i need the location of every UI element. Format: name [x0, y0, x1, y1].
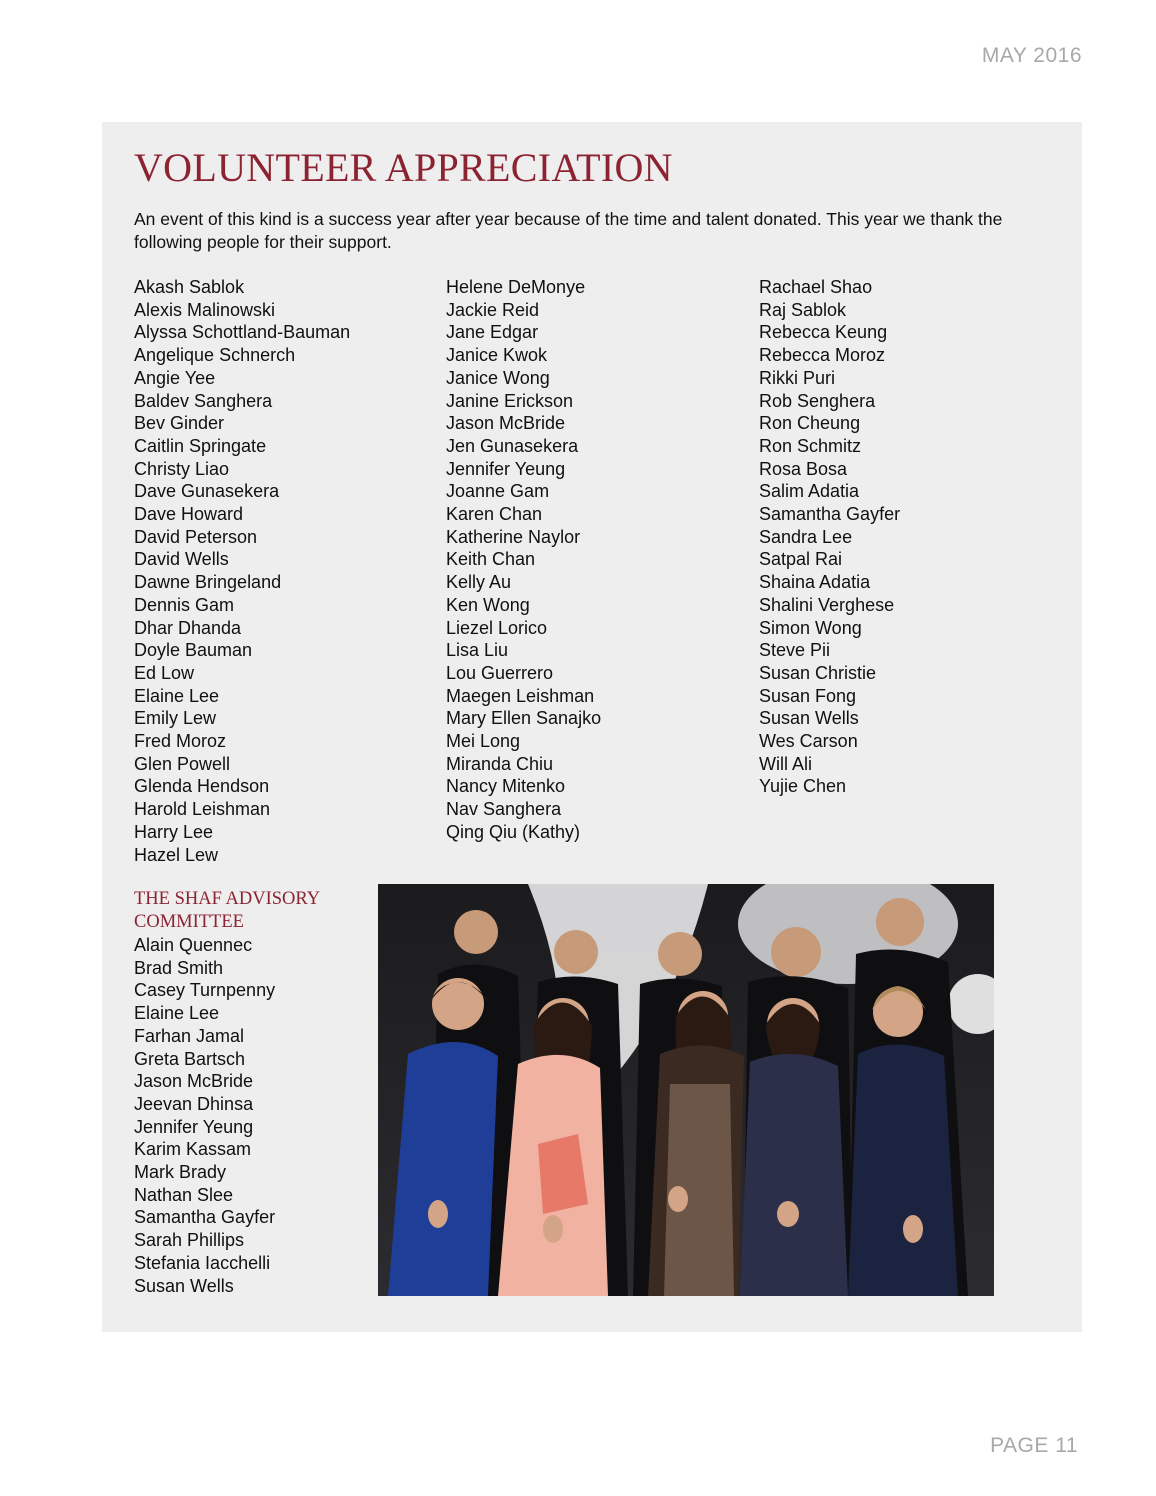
volunteer-name: Will Ali	[759, 753, 812, 774]
issue-date: MAY 2016	[981, 44, 1082, 67]
advisory-committee	[134, 888, 374, 1297]
volunteer-name: Caitlin Springate	[134, 435, 267, 456]
committee-member-name: Elaine Lee	[134, 1003, 220, 1024]
volunteer-name: Hazel Lew	[134, 844, 219, 865]
volunteer-name: Karen Chan	[446, 504, 543, 525]
volunteer-list-column-3	[759, 276, 900, 798]
committee-member-list	[134, 934, 374, 1297]
volunteer-appreciation-panel	[102, 122, 1082, 1332]
volunteer-name: Dave Gunasekera	[134, 481, 280, 502]
volunteer-name: Mei Long	[446, 731, 521, 752]
volunteer-name: Satpal Rai	[759, 549, 843, 570]
volunteer-name: Lisa Liu	[446, 640, 509, 661]
volunteer-name: Shalini Verghese	[759, 594, 895, 615]
volunteer-name: Rosa Bosa	[759, 458, 848, 479]
volunteer-name: Miranda Chiu	[446, 753, 554, 774]
volunteer-name: Nancy Mitenko	[446, 776, 566, 797]
committee-member-name: Susan Wells	[134, 1275, 234, 1296]
volunteer-name: Raj Sablok	[759, 299, 847, 320]
volunteer-name: Harold Leishman	[134, 799, 271, 820]
volunteer-name: Shaina Adatia	[759, 572, 871, 593]
committee-member-name: Nathan Slee	[134, 1184, 234, 1205]
committee-heading	[134, 888, 374, 934]
group-photo-illustration	[378, 884, 994, 1296]
volunteer-name: Angie Yee	[134, 367, 216, 388]
committee-member-name: Mark Brady	[134, 1162, 227, 1183]
volunteer-name: Steve Pii	[759, 640, 831, 661]
volunteer-name: Baldev Sanghera	[134, 390, 273, 411]
committee-member-name: Brad Smith	[134, 957, 224, 978]
volunteer-name: Dawne Bringeland	[134, 572, 282, 593]
volunteer-name: Ron Cheung	[759, 413, 861, 434]
volunteer-name: Rebecca Moroz	[759, 345, 886, 366]
committee-member-name: Jennifer Yeung	[134, 1116, 254, 1137]
page-title: VOLUNTEER APPRECIATION	[134, 145, 673, 190]
volunteer-name: Fred Moroz	[134, 731, 227, 752]
volunteer-name: Katherine Naylor	[446, 526, 581, 547]
intro-paragraph: An event of this kind is a success year after year because of the time and talent donated. This year we thank the following people for their support.	[134, 209, 1003, 252]
volunteer-name: Sandra Lee	[759, 526, 853, 547]
volunteer-name: Jennifer Yeung	[446, 458, 566, 479]
committee-member-name: Jeevan Dhinsa	[134, 1093, 254, 1114]
volunteer-name: Salim Adatia	[759, 481, 860, 502]
volunteer-name: Susan Fong	[759, 685, 857, 706]
volunteer-name: Dhar Dhanda	[134, 617, 242, 638]
volunteer-name: Ed Low	[134, 662, 195, 683]
committee-heading-line1: THE SHAF ADVISORY	[134, 889, 321, 909]
volunteer-name: Jackie Reid	[446, 299, 540, 320]
volunteer-name: Maegen Leishman	[446, 685, 595, 706]
committee-member-name: Greta Bartsch	[134, 1048, 246, 1069]
volunteer-name: Samantha Gayfer	[759, 504, 901, 525]
volunteer-name: Emily Lew	[134, 708, 217, 729]
volunteer-name: Mary Ellen Sanajko	[446, 708, 602, 729]
volunteer-name: Rob Senghera	[759, 390, 876, 411]
committee-member-name: Samantha Gayfer	[134, 1207, 276, 1228]
committee-member-name: Stefania Iacchelli	[134, 1252, 271, 1273]
volunteer-name: Kelly Au	[446, 572, 512, 593]
volunteer-name: Bev Ginder	[134, 413, 225, 434]
volunteer-name: Susan Wells	[759, 708, 859, 729]
committee-member-name: Karim Kassam	[134, 1139, 252, 1160]
volunteer-name: Rebecca Keung	[759, 322, 888, 343]
volunteer-name: Elaine Lee	[134, 685, 220, 706]
volunteer-name: Nav Sanghera	[446, 799, 562, 820]
page-number: PAGE 11	[990, 1434, 1078, 1457]
volunteer-name: Simon Wong	[759, 617, 862, 638]
group-photo	[378, 884, 994, 1296]
volunteer-name: Doyle Bauman	[134, 640, 253, 661]
volunteer-name: Wes Carson	[759, 731, 858, 752]
volunteer-name: Ron Schmitz	[759, 435, 862, 456]
volunteer-name: Dave Howard	[134, 504, 244, 525]
volunteer-name: Qing Qiu (Kathy)	[446, 821, 581, 842]
committee-member-name: Alain Quennec	[134, 935, 253, 955]
volunteer-name: Dennis Gam	[134, 594, 235, 615]
volunteer-name: Rachael Shao	[759, 277, 873, 297]
volunteer-name: Christy Liao	[134, 458, 230, 479]
volunteer-name: Susan Christie	[759, 662, 877, 683]
volunteer-name: Glenda Hendson	[134, 776, 270, 797]
volunteer-name: Yujie Chen	[759, 776, 847, 797]
volunteer-name: Helene DeMonye	[446, 277, 586, 297]
committee-member-name: Sarah Phillips	[134, 1230, 245, 1251]
volunteer-name: Angelique Schnerch	[134, 345, 296, 366]
volunteer-name: Alexis Malinowski	[134, 299, 276, 320]
volunteer-list-column-1	[134, 276, 350, 866]
volunteer-name: Janine Erickson	[446, 390, 574, 411]
volunteer-name: Joanne Gam	[446, 481, 550, 502]
volunteer-name: Alyssa Schottland-Bauman	[134, 322, 351, 343]
committee-member-name: Casey Turnpenny	[134, 980, 276, 1001]
volunteer-name: Jane Edgar	[446, 322, 539, 343]
volunteer-name: Janice Kwok	[446, 345, 548, 366]
committee-member-name: Jason McBride	[134, 1071, 254, 1092]
volunteer-name: Jason McBride	[446, 413, 566, 434]
volunteer-name: Lou Guerrero	[446, 662, 554, 683]
volunteer-name: Glen Powell	[134, 753, 231, 774]
volunteer-list-column-2	[446, 276, 601, 844]
volunteer-name: Liezel Lorico	[446, 617, 548, 638]
volunteer-name: Janice Wong	[446, 367, 550, 388]
volunteer-name: Jen Gunasekera	[446, 435, 579, 456]
committee-member-name: Farhan Jamal	[134, 1025, 245, 1046]
volunteer-name: Ken Wong	[446, 594, 530, 615]
volunteer-name: Akash Sablok	[134, 277, 245, 297]
committee-heading-line2: COMMITTEE	[134, 912, 244, 932]
volunteer-name: Keith Chan	[446, 549, 536, 570]
volunteer-name: David Wells	[134, 549, 229, 570]
volunteer-name: Harry Lee	[134, 821, 214, 842]
volunteer-name: David Peterson	[134, 526, 258, 547]
volunteer-name: Rikki Puri	[759, 367, 836, 388]
